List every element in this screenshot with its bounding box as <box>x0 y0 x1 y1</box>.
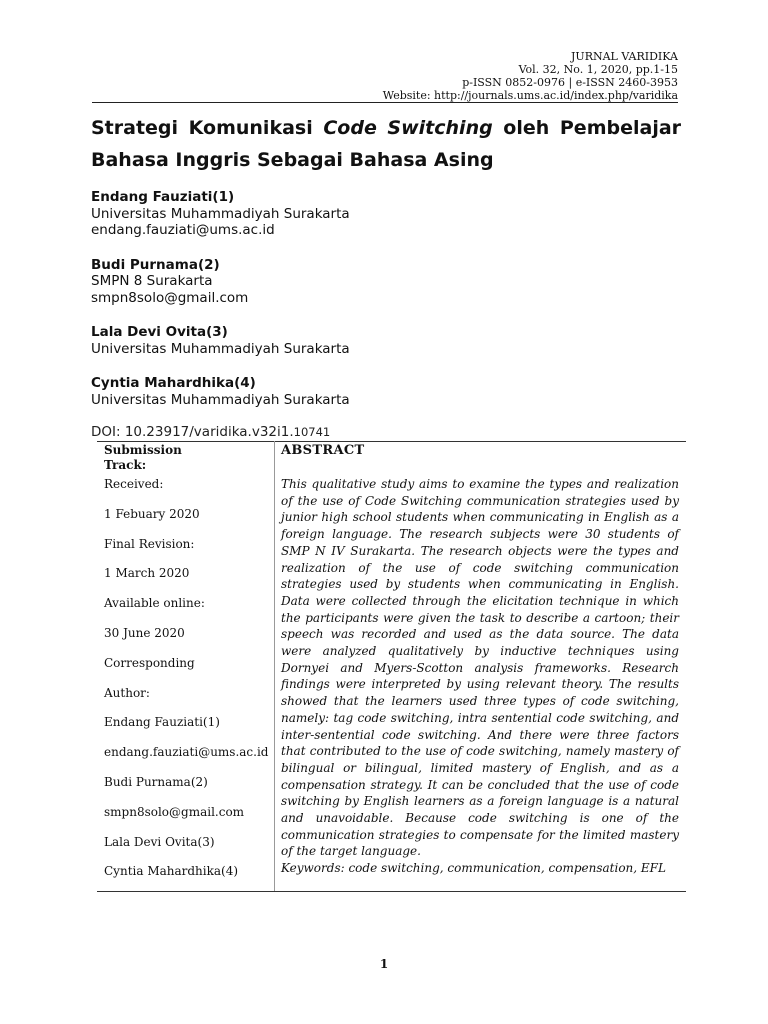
title-part1: Strategi Komunikasi <box>91 117 324 139</box>
author-name: Budi Purnama(2) <box>91 256 220 273</box>
doi-main: DOI: 10.23917/varidika.v32i1. <box>91 424 294 440</box>
author-affiliation: Universitas Muhammadiyah Surakarta <box>91 391 350 408</box>
track-row: 1 March 2020 <box>104 566 190 581</box>
journal-header <box>178 50 678 102</box>
doi <box>91 424 330 440</box>
track-row: Final Revision: <box>104 536 195 551</box>
author-block <box>91 257 591 307</box>
header-divider <box>92 102 678 103</box>
title-italic: Code Switching <box>323 117 493 139</box>
title-part2: oleh Pembelajar <box>492 117 682 139</box>
author-affiliation: SMPN 8 Surakarta <box>91 273 213 289</box>
paper-title <box>91 112 681 176</box>
abstract-section <box>281 443 679 877</box>
title-line2: Bahasa Inggris Sebagai Bahasa Asing <box>91 149 494 171</box>
author-block <box>91 189 591 239</box>
author-email: smpn8solo@gmail.com <box>91 289 249 306</box>
journal-volume: Vol. 32, No. 1, 2020, pp.1-15 <box>518 63 678 76</box>
author-affiliation: Universitas Muhammadiyah Surakarta <box>91 340 350 357</box>
author-name: Lala Devi Ovita(3) <box>91 324 228 340</box>
column-separator <box>274 441 275 891</box>
abstract-heading: ABSTRACT <box>281 443 365 458</box>
track-heading-line1: Submission <box>104 443 182 457</box>
track-row: Author: <box>104 685 150 700</box>
track-row: Cyntia Mahardhika(4) <box>104 864 239 879</box>
track-row: Lala Devi Ovita(3) <box>104 834 215 849</box>
track-row: smpn8solo@gmail.com <box>104 804 245 819</box>
table-bottom-rule <box>97 891 686 892</box>
track-row: Endang Fauziati(1) <box>104 715 220 730</box>
journal-name: JURNAL VARIDIKA <box>571 50 678 63</box>
abstract-body: This qualitative study aims to examine the types and realization of the use of Code Switching communication strategies used by junior high school students when communicating in English as a foreign language. The research subjects were 30 students of SMP N IV Surakarta. The research objects were the types and realization of the use of code switching communication strategies used by students when communicating in English. Data were collected through the elicitation technique in which the participants were given the task to describe a cartoon; their speech was recorded and used as the data source. The data were analyzed qualitatively by inductive techniques using Dornyei and Myers-Scotton analysis frameworks. Research findings were interpreted by using relevant theory. The results showed that the learners used three types of code switching, namely: tag code switching, intra sentential code switching, and inter-sentential code switching. And there were three factors that contributed to the use of code switching, namely mastery of bilingual or bilingual, limited mastery of English, and as a compensation strategy. It can be concluded that the use of code switching by English learners as a foreign language is a natural and unavoidable. Because code switching is one of the communication strategies to compensate for the limited mastery of the target language. <box>281 477 679 859</box>
track-row: 1 Febuary 2020 <box>104 506 200 521</box>
abstract-keywords: Keywords: code switching, communication, compensation, EFL <box>281 861 666 876</box>
author-name: Cyntia Mahardhika(4) <box>91 375 256 391</box>
track-heading <box>104 443 274 473</box>
submission-track <box>104 443 274 894</box>
track-row: Corresponding <box>104 655 195 670</box>
track-heading-line2: Track: <box>104 458 147 472</box>
track-row: 30 June 2020 <box>104 625 185 640</box>
author-list <box>91 189 591 426</box>
doi-suffix: 10741 <box>293 425 331 439</box>
journal-website: Website: http://journals.ums.ac.id/index.php/varidika <box>382 89 678 102</box>
author-name: Endang Fauziati(1) <box>91 189 235 205</box>
author-block <box>91 324 591 357</box>
author-block <box>91 375 591 408</box>
author-email: endang.fauziati@ums.ac.id <box>91 222 275 238</box>
track-row: Received: <box>104 477 164 491</box>
track-row: Budi Purnama(2) <box>104 774 208 789</box>
track-row: Available online: <box>104 596 205 611</box>
journal-issn: p-ISSN 0852-0976 | e-ISSN 2460-3953 <box>462 76 678 89</box>
author-affiliation: Universitas Muhammadiyah Surakarta <box>91 205 350 222</box>
track-row: endang.fauziati@ums.ac.id <box>104 745 269 760</box>
table-top-rule <box>97 441 686 442</box>
page-number: 1 <box>379 957 389 971</box>
